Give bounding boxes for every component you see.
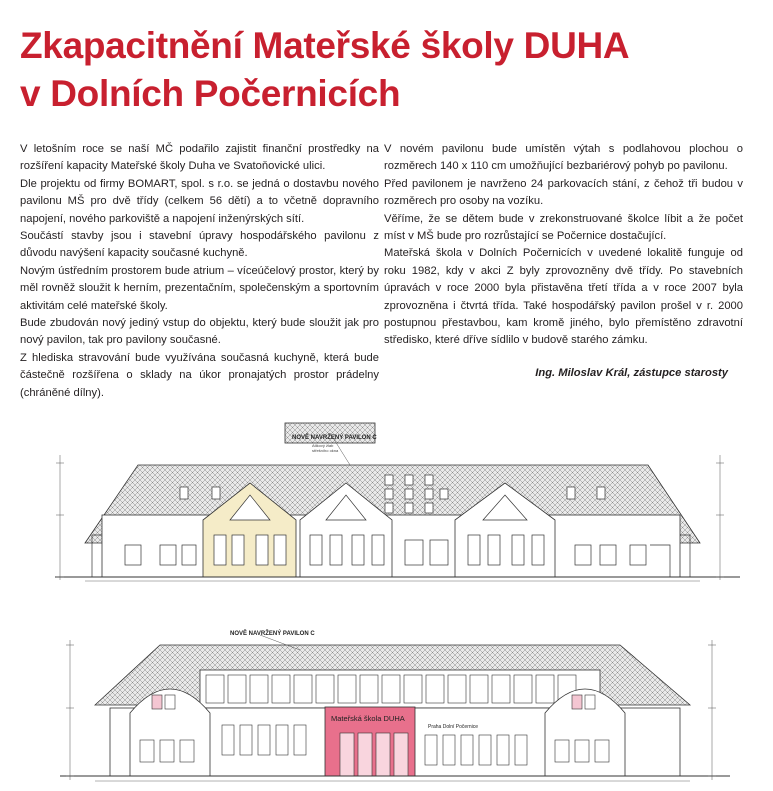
paragraph: Věříme, že se dětem bude v zrekonstruované školce líbit a že počet míst v MŠ bude pro rozrůstající se Počernice dostačující. — [384, 212, 743, 243]
title-line-1: Zkapacitnění Mateřské školy DUHA — [20, 25, 630, 66]
paragraph: Součástí stavby jsou i stavební úpravy hospodářského pavilonu z důvodu navýšení kapacity současné kuchyně. — [20, 230, 379, 260]
paragraph: Novým ústředním prostorem bude atrium – víceúčelový prostor, který by měl rovněž sloužit k herním, prezentačním, společenským a sportovním aktivitám celé mateřské školy. — [20, 264, 379, 312]
upper-elevation — [55, 423, 740, 581]
lower-elevation — [60, 629, 730, 781]
top-note-2: střešního okna — [312, 448, 339, 453]
bottom-label: NOVĚ NAVRŽENÝ PAVILON C — [230, 631, 315, 637]
architectural-drawings — [0, 395, 773, 791]
paragraph: Z hlediska stravování bude využívána současná kuchyně, která bude částečně rozšířena o sklady na úkor pronajatých prostor prádelny (chráněné dílny). — [20, 351, 379, 399]
top-note-1: Atikový žlab — [312, 443, 334, 448]
author-signature: Ing. Miloslav Král, zástupce starosty — [535, 367, 728, 379]
paragraph: Před pavilonem je navrženo 24 parkovacích stání, z čehož tři budou v rozměrech pro osoby na vozíku. — [384, 177, 743, 208]
paragraph: Mateřská škola v Dolních Počernicích v uvedené lokalitě funguje od roku 1982, kdy v akci Z byly zprovozněny dvě třídy. Po stavebních úpravách v roce 2000 byla přistavěna třetí třída a v roce 2007 byla zprovozněna i čtvrtá třída. Také hospodářský pavilon prošel v r. 2000 postupnou přestavbou, kam kromě jiného, bylo přemístěno zdravotní středisko, které dříve sídlilo v budově starého zámku. — [384, 247, 743, 347]
address-sign: Praha Dolní Počernice — [428, 724, 479, 730]
title-line-2: v Dolních Počernicích — [20, 73, 401, 114]
building-sign: Mateřská škola DUHA — [331, 714, 405, 723]
elevation-drawings-svg — [0, 395, 773, 791]
paragraph: V letošním roce se naší MČ podařilo zajistit finanční prostředky na rozšíření kapacity Mateřské školy Duha ve Svatoňovické ulici. — [20, 143, 379, 173]
top-label: NOVĚ NAVRŽENÝ PAVILON C — [292, 435, 377, 441]
text-column-left — [20, 141, 379, 402]
text-column-right — [384, 141, 743, 350]
paragraph: Dle projektu od firmy BOMART, spol. s r.o. se jedná o dostavbu nového pavilonu MŠ pro dvě třídy (celkem 56 dětí) a to včetně dopravního napojení, nového parkoviště a napojení inženýrských sítí. — [20, 177, 379, 225]
paragraph: V novém pavilonu bude umístěn výtah s podlahovou plochou o rozměrech 140 x 110 cm umožňující bezbariérový pohyb po pavilonu. — [384, 143, 743, 173]
article-title — [20, 22, 760, 118]
band-windows — [206, 675, 576, 703]
paragraph: Bude zbudován nový jediný vstup do objektu, který bude sloužit jak pro nový pavilon, tak pro pavilony současné. — [20, 317, 379, 347]
